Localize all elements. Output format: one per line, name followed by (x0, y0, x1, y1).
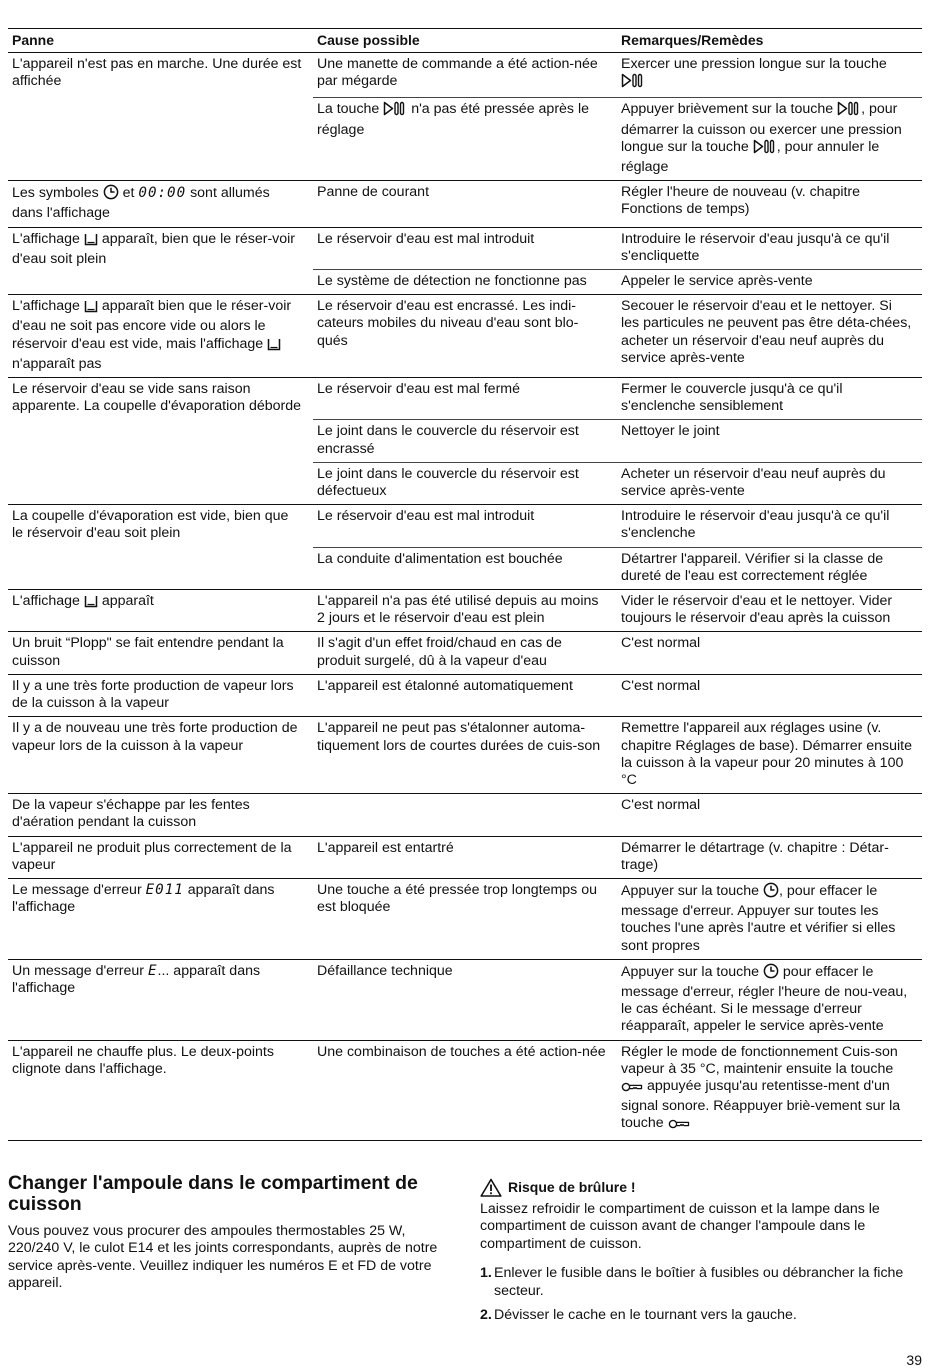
remede-cell: C'est normal (617, 632, 922, 674)
clock-icon (763, 963, 779, 984)
remede-cell: Introduire le réservoir d'eau jusqu'à ce qu'il s'encliquette (617, 227, 922, 269)
cause-cell: Une manette de commande a été action-née par mégarde (313, 53, 617, 98)
clock-icon (763, 882, 779, 903)
remede-cell: Régler le mode de fonctionnement Cuis-son vapeur à 35 °C, maintenir ensuite la touche appuyée jusqu'au retentisse-ment d'un signal sonore. Réappuyer briè-vement sur la touche (617, 1040, 922, 1140)
water-tank-icon (84, 594, 98, 613)
table-row (8, 674, 922, 716)
table-row (8, 53, 922, 98)
water-tank-icon (267, 337, 281, 356)
table-header-row (8, 29, 922, 53)
key-icon (668, 1118, 690, 1135)
cause-cell: L'appareil ne peut pas s'étalonner automa-tiquement lors de courtes durées de cuis-son (313, 717, 617, 794)
table-row (8, 590, 922, 632)
cause-cell: Le système de détection ne fonctionne pas (313, 270, 617, 295)
table-row (8, 717, 922, 794)
cause-cell: Le réservoir d'eau est encrassé. Les indi-cateurs mobiles du niveau d'eau sont blo-qués (313, 295, 617, 378)
header-panne: Panne (8, 29, 313, 53)
panne-cell: Le message d'erreur E011 apparaît dans l'affichage (8, 878, 313, 959)
key-icon (621, 1081, 643, 1098)
panne-cell: L'appareil ne produit plus correctement de la vapeur (8, 836, 313, 878)
cause-cell: Il s'agit d'un effet froid/chaud en cas de produit surgelé, dû à la vapeur d'eau (313, 632, 617, 674)
panne-cell: La coupelle d'évaporation est vide, bien que le réservoir d'eau soit plein (8, 505, 313, 590)
step-number: 1. (480, 1265, 492, 1282)
lamp-section (8, 1173, 448, 1293)
display-code: E011 (145, 881, 184, 898)
table-row (8, 505, 922, 547)
start-stop-icon (383, 101, 407, 121)
steps-list (480, 1265, 925, 1324)
header-remedes: Remarques/Remèdes (617, 29, 922, 53)
table-row (8, 378, 922, 420)
cause-cell: L'appareil n'a pas été utilisé depuis au moins 2 jours et le réservoir d'eau est plein (313, 590, 617, 632)
remede-cell: Exercer une pression longue sur la touche (617, 53, 922, 98)
remede-cell: Acheter un réservoir d'eau neuf auprès du service après-vente (617, 462, 922, 504)
remede-cell: C'est normal (617, 794, 922, 836)
cause-cell: Panne de courant (313, 181, 617, 227)
remede-cell: Fermer le couvercle jusqu'à ce qu'il s'enclenche sensiblement (617, 378, 922, 420)
display-code: 00:00 (138, 185, 187, 202)
warning-heading (480, 1178, 925, 1197)
table-row (8, 794, 922, 836)
warning-triangle-icon (480, 1178, 502, 1197)
step-item (480, 1307, 925, 1324)
warning-text: Laissez refroidir le compartiment de cuisson et la lampe dans le compartiment de cuisson avant de changer l'ampoule dans le compartiment de cuisson. (480, 1201, 880, 1252)
cause-cell: Défaillance technique (313, 959, 617, 1040)
cause-cell: Une touche a été pressée trop longtemps ou est bloquée (313, 878, 617, 959)
table-row (8, 878, 922, 959)
remede-cell: Appuyer sur la touche , pour effacer le message d'erreur. Appuyer sur toutes les touches l'une après l'autre et vérifier si elles sont propres (617, 878, 922, 959)
header-cause: Cause possible (313, 29, 617, 53)
panne-cell: L'affichage apparaît bien que le réser-voir d'eau ne soit pas encore vide ou alors le réservoir d'eau est vide, mais l'affichage n'apparaît pas (8, 295, 313, 378)
cause-cell: Une combinaison de touches a été action-née (313, 1040, 617, 1140)
cause-cell: L'appareil est étalonné automatiquement (313, 674, 617, 716)
step-text: Dévisser le cache en le tournant vers la gauche. (494, 1307, 797, 1324)
remede-cell: Vider le réservoir d'eau et le nettoyer. Vider toujours le réservoir d'eau après la cuisson (617, 590, 922, 632)
start-stop-icon (621, 73, 645, 93)
cause-cell (313, 794, 617, 836)
panne-cell: Le réservoir d'eau se vide sans raison apparente. La coupelle d'évaporation déborde (8, 378, 313, 505)
table-row (8, 632, 922, 674)
remede-cell: Remettre l'appareil aux réglages usine (v. chapitre Réglages de base). Démarrer ensuite la cuisson à la vapeur pour 20 minutes à 100 °C (617, 717, 922, 794)
cause-cell: Le joint dans le couvercle du réservoir est encrassé (313, 420, 617, 462)
panne-cell: De la vapeur s'échappe par les fentes d'aération pendant la cuisson (8, 794, 313, 836)
warning-title: Risque de brûlure ! (508, 1178, 636, 1195)
page-number: 39 (906, 1352, 922, 1368)
remede-cell: Appuyer sur la touche pour effacer le message d'erreur, régler l'heure de nou-veau, le cas échéant. Si le message d'erreur réapparaît, appeler le service après-vente (617, 959, 922, 1040)
table-row (8, 227, 922, 269)
table-row (8, 181, 922, 227)
table-row (8, 295, 922, 378)
cause-cell: L'appareil est entartré (313, 836, 617, 878)
panne-cell: L'appareil ne chauffe plus. Le deux-points clignote dans l'affichage. (8, 1040, 313, 1140)
panne-cell: L'appareil n'est pas en marche. Une durée est affichée (8, 53, 313, 181)
cause-cell: Le joint dans le couvercle du réservoir est défectueux (313, 462, 617, 504)
panne-cell: L'affichage apparaît (8, 590, 313, 632)
section-intro: Vous pouvez vous procurer des ampoules thermostables 25 W, 220/240 V, le culot E14 et les joints correspondants, auprès de notre service après-vente. Veuillez indiquer les numéros E et FD de votre appareil. (8, 1223, 438, 1292)
table-row (8, 959, 922, 1040)
section-title: Changer l'ampoule dans le compartiment de cuisson (8, 1172, 418, 1215)
warning-block (480, 1178, 925, 1331)
remede-cell: Appuyer brièvement sur la touche , pour démarrer la cuisson ou exercer une pression longue sur la touche , pour annuler le réglage (617, 98, 922, 181)
remede-cell: Secouer le réservoir d'eau et le nettoyer. Si les particules ne peuvent pas être déta-chées, acheter un réservoir d'eau neuf auprès du service après-vente (617, 295, 922, 378)
troubleshooting-table (8, 28, 922, 1141)
remede-cell: Détartrer l'appareil. Vérifier si la classe de dureté de l'eau est correctement réglée (617, 547, 922, 589)
table-row (8, 836, 922, 878)
water-tank-icon (84, 232, 98, 251)
remede-cell: Régler l'heure de nouveau (v. chapitre Fonctions de temps) (617, 181, 922, 227)
cause-cell: La touche n'a pas été pressée après le réglage (313, 98, 617, 181)
panne-cell: Les symboles et 00:00 sont allumés dans l'affichage (8, 181, 313, 227)
cause-cell: Le réservoir d'eau est mal fermé (313, 378, 617, 420)
remede-cell: Nettoyer le joint (617, 420, 922, 462)
remede-cell: C'est normal (617, 674, 922, 716)
display-code: E (147, 962, 158, 979)
table-row (8, 1040, 922, 1140)
panne-cell: Un bruit “Plopp" se fait entendre pendant la cuisson (8, 632, 313, 674)
cause-cell: Le réservoir d'eau est mal introduit (313, 505, 617, 547)
start-stop-icon (753, 139, 777, 159)
remede-cell: Appeler le service après-vente (617, 270, 922, 295)
start-stop-icon (837, 101, 861, 121)
remede-cell: Démarrer le détartrage (v. chapitre : Détar-trage) (617, 836, 922, 878)
step-text: Enlever le fusible dans le boîtier à fusibles ou débrancher la fiche secteur. (494, 1265, 904, 1299)
panne-cell: L'affichage apparaît, bien que le réser-voir d'eau soit plein (8, 227, 313, 295)
panne-cell: Un message d'erreur E... apparaît dans l'affichage (8, 959, 313, 1040)
step-number: 2. (480, 1307, 492, 1324)
water-tank-icon (84, 299, 98, 318)
panne-cell: Il y a une très forte production de vapeur lors de la cuisson à la vapeur (8, 674, 313, 716)
remede-cell: Introduire le réservoir d'eau jusqu'à ce qu'il s'enclenche (617, 505, 922, 547)
cause-cell: La conduite d'alimentation est bouchée (313, 547, 617, 589)
cause-cell: Le réservoir d'eau est mal introduit (313, 227, 617, 269)
clock-icon (103, 184, 119, 205)
step-item (480, 1265, 925, 1300)
panne-cell: Il y a de nouveau une très forte production de vapeur lors de la cuisson à la vapeur (8, 717, 313, 794)
